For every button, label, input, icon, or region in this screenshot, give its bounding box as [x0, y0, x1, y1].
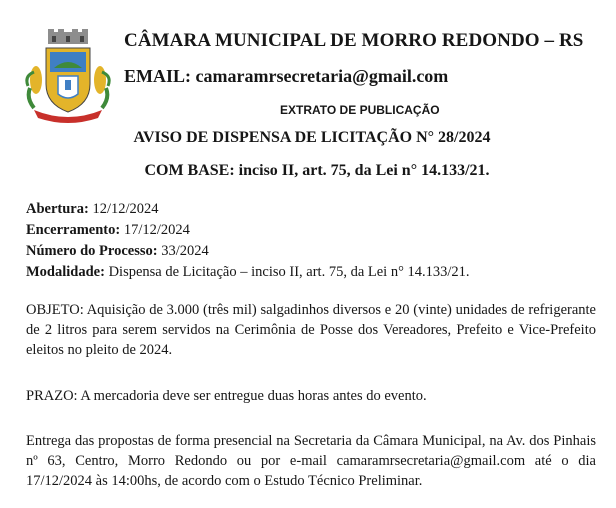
org-name: CÂMARA MUNICIPAL DE MORRO REDONDO – RS	[124, 30, 584, 51]
process-row	[26, 241, 470, 262]
opening-row	[26, 199, 470, 220]
opening-label: Abertura:	[26, 201, 89, 217]
legal-basis: COM BASE: inciso II, art. 75, da Lei n° 14.133/21.	[144, 162, 490, 179]
object-paragraph: OBJETO: Aquisição de 3.000 (três mil) salgadinhos diversos e 20 (vinte) unidades de refrigerante de 2 litros para serem servidos na Cerimônia de Posse dos Vereadores, Prefeito e Vice-Prefeito eleitos no pleito de 2024.	[26, 302, 596, 358]
deadline-paragraph: PRAZO: A mercadoria deve ser entregue duas horas antes do evento.	[26, 388, 427, 404]
details-block	[26, 199, 470, 283]
opening-value: 12/12/2024	[88, 201, 159, 217]
modality-row	[26, 262, 470, 283]
closing-value: 17/12/2024	[120, 222, 190, 238]
municipal-coat-of-arms-icon	[24, 28, 112, 124]
notice-title: AVISO DE DISPENSA DE LICITAÇÃO N° 28/2024	[133, 129, 491, 146]
org-email: EMAIL: camaramrsecretaria@gmail.com	[124, 66, 449, 86]
modality-label: Modalidade:	[26, 264, 105, 280]
closing-row	[26, 220, 470, 241]
modality-value: Dispensa de Licitação – inciso II, art. 75, da Lei n° 14.133/21.	[104, 264, 470, 280]
extract-label: EXTRATO DE PUBLICAÇÃO	[280, 103, 440, 117]
closing-label: Encerramento:	[26, 222, 121, 238]
process-value: 33/2024	[157, 243, 209, 259]
delivery-paragraph: Entrega das propostas de forma presencial na Secretaria da Câmara Municipal, na Av. dos Pinhais nº 63, Centro, Morro Redondo ou por e-mail camaramrsecretaria@gmail.com até o dia 17/12/2024 às 14:00hs, de acordo com o Estudo Técnico Preliminar.	[26, 433, 596, 489]
process-label: Número do Processo:	[26, 243, 158, 259]
